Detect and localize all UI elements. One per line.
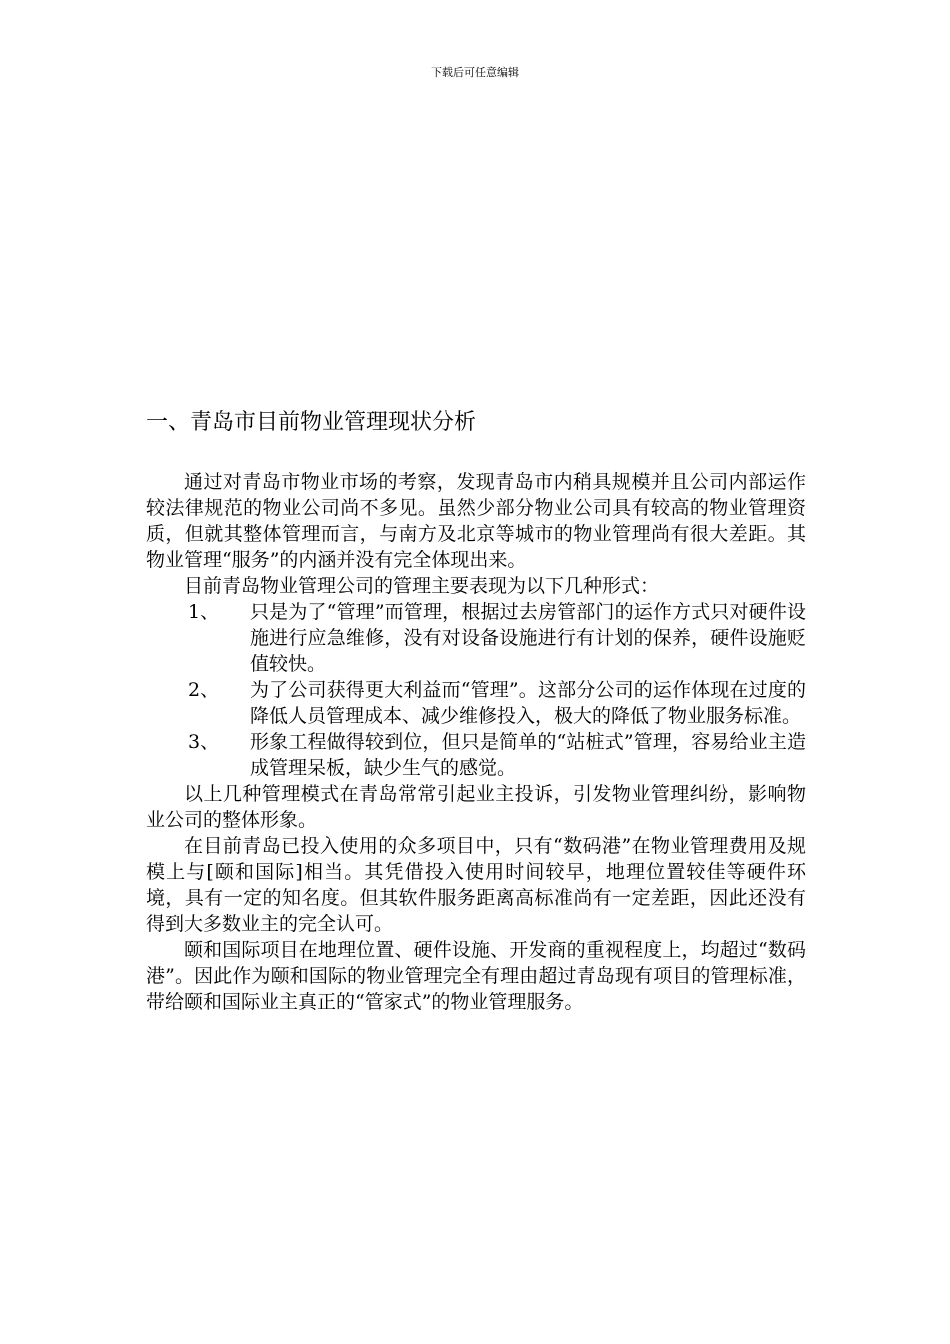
list-number-3: 3、 (188, 731, 220, 753)
list-text-1: 只是为了“管理”而管理，根据过去房管部门的运作方式只对硬件设施进行应急维修，没有对设备设施进行有计划的保养，硬件设施贬值较快。 (250, 601, 806, 675)
list-item-2 (146, 677, 806, 729)
section-title: 一、青岛市目前物业管理现状分析 (146, 410, 477, 435)
list-item-1 (146, 599, 806, 677)
paragraph-digital-port: 在目前青岛已投入使用的众多项目中，只有“数码港”在物业管理费用及规模上与[颐和国际]相当。其凭借投入使用时间较早，地理位置较佳等硬件环境，具有一定的知名度。但其软件服务距离高标准尚有一定差距，因此还没有得到大多数业主的完全认可。 (146, 835, 806, 935)
list-text-2: 为了公司获得更大利益而“管理”。这部分公司的运作体现在过度的降低人员管理成本、减少维修投入，极大的降低了物业服务标准。 (250, 679, 806, 727)
paragraph-yihe-project: 颐和国际项目在地理位置、硬件设施、开发商的重视程度上，均超过“数码港”。因此作为颐和国际的物业管理完全有理由超过青岛现有项目的管理标准，带给颐和国际业主真正的“管家式”的物业管理服务。 (146, 939, 806, 1013)
list-item-3 (146, 729, 806, 781)
document-body (146, 469, 806, 1015)
list-text-3: 形象工程做得较到位，但只是简单的“站桩式”管理，容易给业主造成管理呆板，缺少生气的感觉。 (250, 731, 806, 779)
page-header-note: 下载后可任意编辑 (431, 66, 519, 79)
list-number-2: 2、 (188, 679, 220, 701)
paragraph-complaints: 以上几种管理模式在青岛常常引起业主投诉，引发物业管理纠纷，影响物业公司的整体形象。 (146, 783, 806, 831)
list-number-1: 1、 (188, 601, 220, 623)
paragraph-forms: 目前青岛物业管理公司的管理主要表现为以下几种形式： (184, 575, 660, 597)
paragraph-intro: 通过对青岛市物业市场的考察，发现青岛市内稍具规模并且公司内部运作较法律规范的物业公司尚不多见。虽然少部分物业公司具有较高的物业管理资质，但就其整体管理而言，与南方及北京等城市的物业管理尚有很大差距。其物业管理“服务”的内涵并没有完全体现出来。 (146, 471, 806, 571)
